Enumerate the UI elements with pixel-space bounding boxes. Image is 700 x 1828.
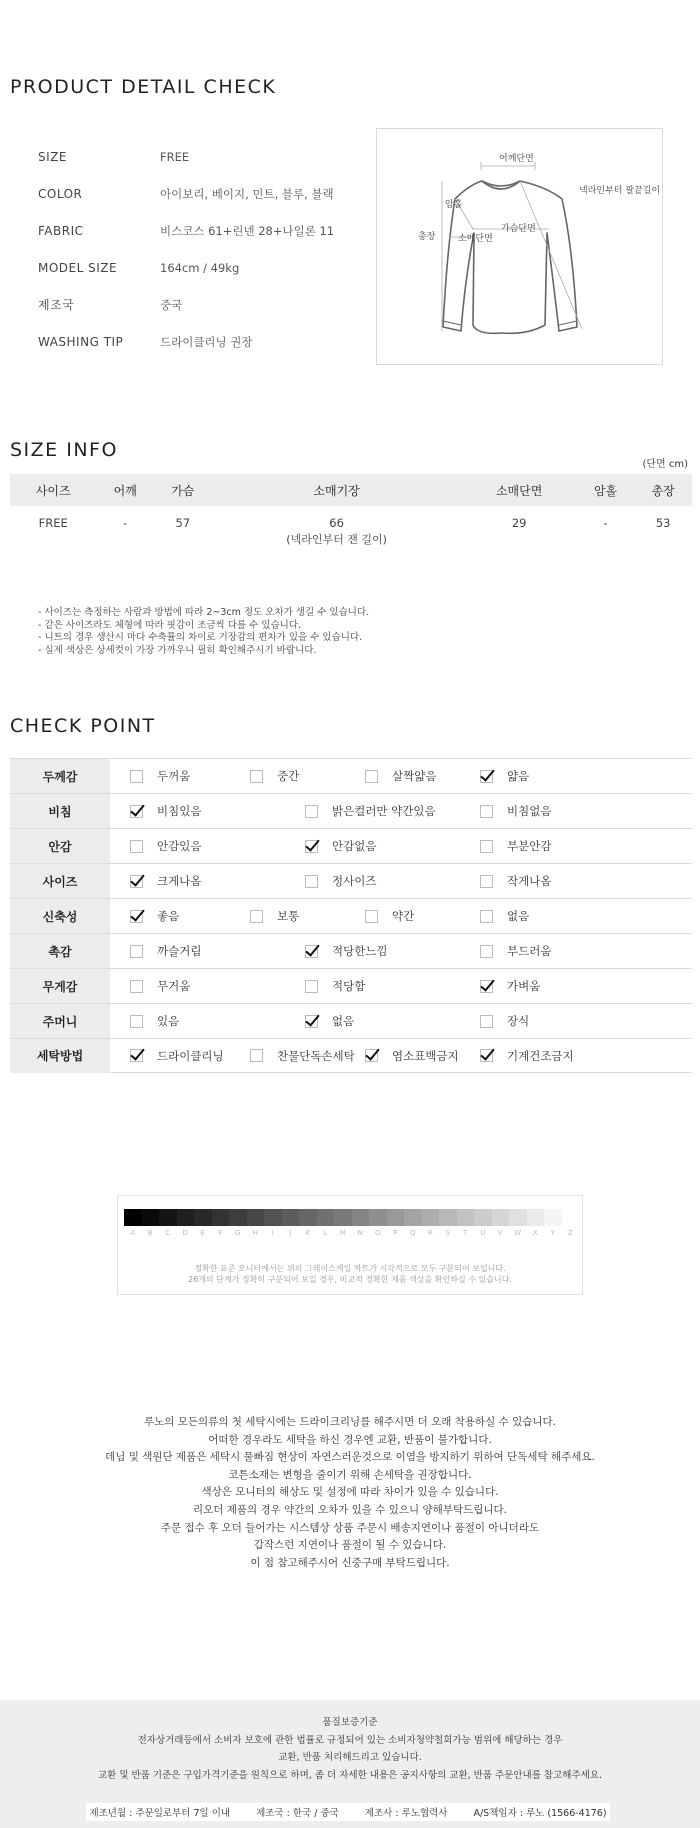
detail-value: 164cm / 49kg bbox=[160, 260, 240, 275]
gray-swatch bbox=[352, 1209, 370, 1226]
option-label: 부분안감 bbox=[507, 839, 552, 853]
checkpoint-option[interactable] bbox=[480, 934, 551, 968]
checkpoint-option[interactable] bbox=[480, 794, 551, 828]
gray-letter: D bbox=[182, 1229, 188, 1237]
checkpoint-row bbox=[10, 793, 692, 828]
gray-letter: G bbox=[235, 1229, 241, 1237]
checkpoint-option[interactable] bbox=[365, 1039, 459, 1073]
option-label: 크게나옴 bbox=[157, 874, 202, 888]
checkpoint-row bbox=[10, 863, 692, 898]
option-label: 정사이즈 bbox=[332, 874, 377, 888]
option-label: 기계건조금지 bbox=[507, 1048, 574, 1063]
product-detail-title: PRODUCT DETAIL CHECK bbox=[10, 76, 277, 98]
checkpoint-option[interactable] bbox=[250, 759, 299, 793]
checkbox[interactable] bbox=[130, 875, 143, 888]
sleeve-value: 66 bbox=[329, 516, 344, 530]
option-label: 까슬거림 bbox=[157, 944, 202, 958]
footer-info-bar bbox=[86, 1803, 610, 1821]
detail-value: FREE bbox=[160, 149, 190, 164]
gray-letter: V bbox=[497, 1229, 503, 1237]
care-line: 이 점 참고해주시어 신중구매 부탁드립니다. bbox=[250, 1556, 450, 1569]
checkpoint-row bbox=[10, 1038, 692, 1073]
gray-swatch bbox=[527, 1209, 545, 1226]
header-sleeve-length: 소매기장 bbox=[212, 474, 462, 506]
gray-letter: K bbox=[305, 1229, 311, 1237]
checkpoint-option[interactable] bbox=[130, 794, 201, 828]
care-line: 색상은 모니터의 해상도 및 설정에 따라 차이가 있을 수 있습니다. bbox=[201, 1486, 499, 1499]
checkpoint-option[interactable] bbox=[305, 794, 436, 828]
gray-letter: I bbox=[271, 1229, 274, 1237]
checkpoint-label: 세탁방법 bbox=[10, 1039, 110, 1073]
checkpoint-label: 안감 bbox=[10, 829, 110, 863]
length-label: 총장 bbox=[418, 232, 436, 242]
checkpoint-option[interactable] bbox=[305, 864, 376, 898]
gray-swatch bbox=[194, 1209, 212, 1226]
as-contact: A/S책임자 : 루노 (1566-4176) bbox=[473, 1808, 607, 1819]
sweater-outline-icon bbox=[377, 129, 664, 366]
checkpoint-row bbox=[10, 933, 692, 968]
footer-line: 교환, 반품 처리해드리고 있습니다. bbox=[278, 1752, 422, 1764]
gray-letter: Q bbox=[409, 1229, 416, 1237]
cell-armhole: - bbox=[603, 516, 608, 530]
care-line: 리오더 제품의 경우 약간의 오차가 있을 수 있으니 양해부탁드립니다. bbox=[192, 1503, 508, 1516]
detail-label: SIZE bbox=[38, 149, 67, 164]
checkpoint-option[interactable] bbox=[305, 1004, 354, 1038]
gray-letter: A bbox=[130, 1229, 136, 1237]
size-notes bbox=[38, 607, 369, 657]
checkpoint-options bbox=[110, 829, 692, 863]
detail-value: 중국 bbox=[160, 297, 183, 312]
gray-swatch bbox=[422, 1209, 440, 1226]
checkpoint-options bbox=[110, 1004, 692, 1038]
gray-swatch bbox=[509, 1209, 527, 1226]
sleeve-note: (넥라인부터 잰 길이) bbox=[286, 533, 387, 546]
option-label: 좋음 bbox=[157, 909, 180, 923]
gray-letter: U bbox=[480, 1229, 486, 1237]
option-label: 가벼움 bbox=[507, 979, 541, 993]
checkpoint-option[interactable] bbox=[130, 864, 201, 898]
armhole-label: 암홀 bbox=[445, 200, 463, 210]
checkbox[interactable] bbox=[130, 1049, 143, 1062]
gray-swatch bbox=[282, 1209, 300, 1226]
checkpoint-option[interactable] bbox=[305, 969, 365, 1003]
detail-row-model-size bbox=[38, 249, 358, 286]
checkpoint-option[interactable] bbox=[130, 1039, 224, 1073]
detail-row-size bbox=[38, 138, 358, 175]
option-label: 없음 bbox=[507, 909, 530, 923]
gray-letter: C bbox=[165, 1229, 171, 1237]
checkpoint-options bbox=[110, 864, 692, 898]
gray-swatch bbox=[457, 1209, 475, 1226]
gray-letter: B bbox=[147, 1229, 153, 1237]
quality-footer bbox=[0, 1700, 700, 1828]
size-info-title: SIZE INFO bbox=[10, 439, 118, 461]
option-label: 안감없음 bbox=[332, 839, 377, 853]
checkpoint-option[interactable] bbox=[130, 899, 179, 933]
detail-row-origin bbox=[38, 286, 358, 323]
detail-row-washing bbox=[38, 323, 358, 360]
cell-sleeve-length bbox=[212, 506, 462, 547]
size-table bbox=[10, 474, 692, 547]
checkpoint-label: 촉감 bbox=[10, 934, 110, 968]
footer-title: 품질보증기준 bbox=[322, 1717, 378, 1728]
option-label: 안감있음 bbox=[157, 839, 202, 853]
checkbox[interactable] bbox=[305, 840, 318, 853]
option-label: 보통 bbox=[277, 909, 300, 923]
gray-letter: M bbox=[339, 1229, 346, 1237]
checkbox[interactable] bbox=[130, 980, 143, 993]
check-point-title: CHECK POINT bbox=[10, 715, 156, 737]
checkbox[interactable] bbox=[305, 980, 318, 993]
gray-letter: N bbox=[357, 1229, 363, 1237]
checkbox[interactable] bbox=[130, 805, 143, 818]
checkpoint-option[interactable] bbox=[130, 969, 190, 1003]
checkbox[interactable] bbox=[480, 910, 493, 923]
option-label: 염소표백금지 bbox=[392, 1048, 459, 1063]
checkpoint-option[interactable] bbox=[305, 934, 388, 968]
checkbox[interactable] bbox=[305, 945, 318, 958]
checkpoint-option[interactable] bbox=[130, 934, 201, 968]
care-line: 코튼소재는 변형을 줄이기 위해 손세탁을 권장합니다. bbox=[228, 1468, 472, 1481]
gray-swatch bbox=[369, 1209, 387, 1226]
checkbox[interactable] bbox=[250, 770, 263, 783]
chest-label: 가슴단면 bbox=[501, 224, 536, 234]
checkpoint-options bbox=[110, 1039, 692, 1073]
option-label: 무거움 bbox=[157, 979, 191, 993]
checkpoint-options bbox=[110, 934, 692, 968]
garment-diagram bbox=[376, 128, 663, 365]
sleeve-length-label: 넥라인부터 팔끝길이 bbox=[579, 186, 661, 196]
checkpoint-options bbox=[110, 794, 692, 828]
footer-line: 전자상거래등에서 소비자 보호에 관한 법률로 규정되어 있는 소비자청약철회가능 범위에 해당하는 경우 bbox=[137, 1734, 563, 1746]
checkbox[interactable] bbox=[480, 1015, 493, 1028]
gray-letter: X bbox=[532, 1229, 538, 1237]
care-line: 갑작스런 지연이나 품절이 될 수 있습니다. bbox=[253, 1539, 447, 1552]
product-detail-table bbox=[38, 138, 358, 360]
checkpoint-label: 무게감 bbox=[10, 969, 110, 1003]
table-row bbox=[10, 506, 692, 547]
checkbox[interactable] bbox=[480, 770, 493, 783]
checkbox[interactable] bbox=[250, 910, 263, 923]
care-notes bbox=[0, 1414, 700, 1572]
checkpoint-option[interactable] bbox=[365, 759, 436, 793]
gray-swatch bbox=[404, 1209, 422, 1226]
checkpoint-option[interactable] bbox=[480, 1004, 529, 1038]
care-line: 데님 및 색원단 제품은 세탁시 물빠짐 현상이 자연스러운것으로 이염을 방지하기 위하여 단독세탁 해주세요. bbox=[105, 1451, 595, 1464]
gray-letter: P bbox=[393, 1229, 398, 1237]
checkbox[interactable] bbox=[365, 770, 378, 783]
checkpoint-option[interactable] bbox=[250, 1039, 355, 1073]
checkpoint-option[interactable] bbox=[480, 1039, 574, 1073]
checkpoint-option[interactable] bbox=[365, 899, 414, 933]
checkbox[interactable] bbox=[250, 1049, 263, 1062]
checkpoint-row bbox=[10, 828, 692, 863]
footer-line: 교환 및 반품 기준은 구입가격기준을 원칙으로 하며, 좀 더 자세한 내용은 공지사항의 교환, 반품 주문안내를 참고해주세요. bbox=[97, 1769, 603, 1781]
grayscale-note-line: 정확한 표준 모니터에서는 위의 그레이스케일 차트가 시각적으로 모두 구분되어 보입니다. bbox=[194, 1264, 506, 1273]
detail-label: MODEL SIZE bbox=[38, 260, 118, 275]
gray-letter: Y bbox=[550, 1229, 555, 1237]
option-label: 밝은컬러만 약간있음 bbox=[332, 804, 436, 818]
option-label: 있음 bbox=[157, 1014, 180, 1028]
check-point-table bbox=[10, 758, 692, 1073]
checkbox[interactable] bbox=[480, 840, 493, 853]
checkpoint-row bbox=[10, 968, 692, 1003]
checkpoint-option[interactable] bbox=[130, 829, 201, 863]
detail-label: COLOR bbox=[38, 186, 83, 201]
option-label: 없음 bbox=[332, 1014, 355, 1028]
size-table-header bbox=[10, 474, 692, 506]
gray-letter: W bbox=[514, 1229, 522, 1237]
detail-row-color bbox=[38, 175, 358, 212]
option-label: 작게나옴 bbox=[507, 874, 552, 888]
option-label: 비침없음 bbox=[507, 804, 552, 818]
gray-swatch bbox=[264, 1209, 282, 1226]
option-label: 살짝얇음 bbox=[392, 769, 437, 783]
checkpoint-row bbox=[10, 1003, 692, 1038]
size-note: - 사이즈는 측정하는 사람과 방법에 따라 2~3cm 정도 오차가 생길 수 있습니다. bbox=[38, 607, 370, 618]
header-sleeve-width: 소매단면 bbox=[462, 474, 577, 506]
manufacture-date: 제조년월 : 주문일로부터 7일 이내 bbox=[89, 1808, 231, 1819]
checkbox[interactable] bbox=[480, 1049, 493, 1062]
gray-swatch bbox=[474, 1209, 492, 1226]
checkpoint-option[interactable] bbox=[480, 969, 540, 1003]
grayscale-note-line: 26개의 단계가 정확히 구분되어 보일 경우, 비교적 정확한 제품 색상을 확인하실 수 있습니다. bbox=[188, 1274, 512, 1284]
checkpoint-option[interactable] bbox=[480, 759, 529, 793]
option-label: 비침있음 bbox=[157, 804, 202, 818]
gray-letter: E bbox=[200, 1229, 205, 1237]
detail-label: WASHING TIP bbox=[38, 334, 124, 349]
checkbox[interactable] bbox=[130, 945, 143, 958]
gray-letter: T bbox=[463, 1229, 468, 1237]
checkbox[interactable] bbox=[480, 945, 493, 958]
gray-swatch bbox=[212, 1209, 230, 1226]
checkpoint-label: 신축성 bbox=[10, 899, 110, 933]
checkpoint-option[interactable] bbox=[305, 829, 376, 863]
detail-value: 비스코스 61+린넨 28+나일론 11 bbox=[160, 223, 335, 238]
sleeve-width-label: 소매단면 bbox=[458, 234, 493, 244]
grayscale-letters bbox=[124, 1229, 579, 1237]
header-size: 사이즈 bbox=[10, 474, 96, 506]
gray-swatch bbox=[159, 1209, 177, 1226]
checkpoint-row bbox=[10, 758, 692, 793]
checkpoint-option[interactable] bbox=[130, 1004, 179, 1038]
option-label: 드라이클리닝 bbox=[157, 1048, 224, 1063]
cell-length: 53 bbox=[655, 516, 671, 530]
checkpoint-option[interactable] bbox=[480, 864, 551, 898]
gray-swatch bbox=[492, 1209, 510, 1226]
cell-shoulder: - bbox=[123, 516, 128, 530]
option-label: 중간 bbox=[277, 769, 300, 783]
size-note: - 니트의 경우 생산시 마다 수축률의 차이로 기장감의 편차가 있을 수 있습니다. bbox=[38, 632, 363, 644]
checkbox[interactable] bbox=[130, 840, 143, 853]
gray-swatch bbox=[562, 1209, 580, 1226]
gray-swatch bbox=[544, 1209, 562, 1226]
header-armhole: 암홀 bbox=[577, 474, 635, 506]
gray-letter: R bbox=[427, 1229, 433, 1237]
checkpoint-option[interactable] bbox=[480, 899, 529, 933]
checkpoint-options bbox=[110, 759, 692, 793]
checkpoint-options bbox=[110, 899, 692, 933]
gray-swatch bbox=[177, 1209, 195, 1226]
checkbox[interactable] bbox=[480, 805, 493, 818]
size-note: - 같은 사이즈라도 체형에 따라 핏감이 조금씩 다를 수 있습니다. bbox=[38, 619, 302, 631]
gray-swatch bbox=[387, 1209, 405, 1226]
gray-swatch bbox=[439, 1209, 457, 1226]
grayscale-note bbox=[118, 1264, 582, 1285]
care-line: 어떠한 경우라도 세탁을 하신 경우엔 교환, 반품이 불가합니다. bbox=[208, 1433, 492, 1446]
header-length: 총장 bbox=[634, 474, 692, 506]
gray-letter: L bbox=[323, 1229, 328, 1237]
care-line: 루노의 모든의류의 첫 세탁시에는 드라이크리닝를 해주시면 더 오래 착용하실 수 있습니다. bbox=[143, 1416, 556, 1428]
unit-note: (단면 cm) bbox=[642, 459, 688, 470]
checkbox[interactable] bbox=[365, 1049, 378, 1062]
cell-size: FREE bbox=[38, 516, 68, 530]
checkpoint-label: 두께감 bbox=[10, 759, 110, 793]
gray-letter: O bbox=[374, 1229, 381, 1237]
checkpoint-option[interactable] bbox=[250, 899, 299, 933]
checkbox[interactable] bbox=[130, 770, 143, 783]
detail-row-fabric bbox=[38, 212, 358, 249]
gray-swatch bbox=[317, 1209, 335, 1226]
manufacture-country: 제조국 : 한국 / 중국 bbox=[256, 1808, 339, 1819]
option-label: 약간 bbox=[392, 909, 415, 923]
option-label: 얇음 bbox=[507, 769, 530, 783]
option-label: 장식 bbox=[507, 1014, 530, 1028]
option-label: 적당함 bbox=[332, 979, 366, 993]
grayscale-strip bbox=[124, 1209, 579, 1226]
grayscale-chart bbox=[117, 1195, 583, 1295]
detail-value: 드라이클리닝 권장 bbox=[160, 334, 253, 349]
size-note: - 실제 색상은 상세컷이 가장 가까우니 필히 확인해주시기 바랍니다. bbox=[38, 644, 317, 656]
gray-swatch bbox=[247, 1209, 265, 1226]
header-shoulder: 어깨 bbox=[96, 474, 154, 506]
gray-swatch bbox=[229, 1209, 247, 1226]
shoulder-label: 어깨단면 bbox=[499, 154, 534, 164]
manufacturer: 제조사 : 루노협력사 bbox=[364, 1808, 448, 1819]
gray-swatch bbox=[334, 1209, 352, 1226]
checkbox[interactable] bbox=[130, 1015, 143, 1028]
gray-letter: J bbox=[289, 1229, 292, 1237]
checkbox[interactable] bbox=[130, 910, 143, 923]
option-label: 두꺼움 bbox=[157, 769, 191, 783]
gray-letter: Z bbox=[567, 1229, 573, 1237]
gray-letter: F bbox=[218, 1229, 223, 1237]
detail-label: FABRIC bbox=[38, 223, 84, 238]
checkpoint-label: 비침 bbox=[10, 794, 110, 828]
gray-swatch bbox=[299, 1209, 317, 1226]
option-label: 찬물단독손세탁 bbox=[277, 1048, 355, 1063]
checkbox[interactable] bbox=[305, 1015, 318, 1028]
care-line: 주문 접수 후 오더 들어가는 시스템상 상품 주문시 배송지연이나 품절이 아니더라도 bbox=[160, 1521, 540, 1534]
checkbox[interactable] bbox=[305, 805, 318, 818]
checkpoint-label: 주머니 bbox=[10, 1004, 110, 1038]
gray-letter: H bbox=[252, 1229, 258, 1237]
checkpoint-label: 사이즈 bbox=[10, 864, 110, 898]
cell-chest: 57 bbox=[175, 516, 191, 530]
checkbox[interactable] bbox=[365, 910, 378, 923]
gray-swatch bbox=[142, 1209, 160, 1226]
detail-label: 제조국 bbox=[38, 298, 75, 312]
checkpoint-option[interactable] bbox=[130, 759, 190, 793]
gray-swatch bbox=[124, 1209, 142, 1226]
checkbox[interactable] bbox=[305, 875, 318, 888]
checkpoint-row bbox=[10, 898, 692, 933]
cell-sleeve-width: 29 bbox=[511, 516, 527, 530]
checkbox[interactable] bbox=[480, 875, 493, 888]
checkpoint-option[interactable] bbox=[480, 829, 551, 863]
option-label: 적당한느낌 bbox=[332, 944, 388, 958]
option-label: 부드러움 bbox=[507, 944, 552, 958]
detail-value: 아이보리, 베이지, 민트, 블루, 블랙 bbox=[160, 186, 334, 201]
gray-letter: S bbox=[445, 1229, 450, 1237]
checkpoint-options bbox=[110, 969, 692, 1003]
header-chest: 가슴 bbox=[154, 474, 212, 506]
checkbox[interactable] bbox=[480, 980, 493, 993]
